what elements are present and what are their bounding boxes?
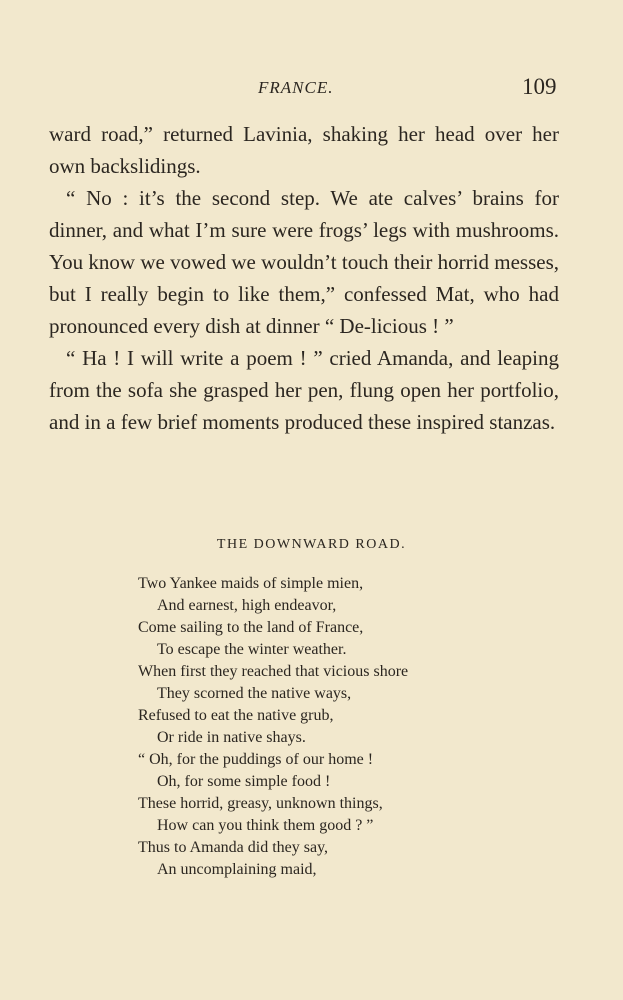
poem-line: And earnest, high endeavor,	[157, 597, 337, 614]
paragraph: “ No : it’s the second step. We ate calves’ brains for dinner, and what I’m sure were frogs’ legs with mushrooms. You know we vowed we wouldn’t touch their horrid messes, but I really begin to like them,” confessed Mat, who had pronounced every dish at dinner “ De-licious ! ”	[49, 186, 559, 338]
poem-line: Refused to eat the native grub,	[138, 707, 334, 724]
poem-line: Oh, for some simple food !	[157, 773, 331, 790]
poem-line: An uncomplaining maid,	[157, 861, 317, 878]
page-number: 109	[522, 74, 557, 99]
poem	[138, 573, 558, 881]
running-head	[0, 74, 623, 104]
paragraph: ward road,” returned Lavinia, shaking her head over her own backslidings.	[49, 122, 559, 178]
paragraph: “ Ha ! I will write a poem ! ” cried Amanda, and leaping from the sofa she grasped her pen, flung open her portfolio, and in a few brief moments produced these inspired stanzas.	[49, 346, 559, 434]
poem-line: Two Yankee maids of simple mien,	[138, 575, 364, 592]
poem-line: “ Oh, for the puddings of our home !	[138, 751, 374, 768]
poem-line: They scorned the native ways,	[157, 685, 352, 702]
poem-line: To escape the winter weather.	[157, 641, 347, 658]
running-title: FRANCE.	[258, 78, 334, 97]
poem-line: How can you think them good ? ”	[157, 817, 374, 834]
poem-line: Or ride in native shays.	[157, 729, 306, 746]
poem-line: Thus to Amanda did they say,	[138, 839, 329, 856]
poem-title: THE DOWNWARD ROAD.	[216, 537, 407, 552]
poem-line: When first they reached that vicious shore	[138, 663, 409, 680]
prose-body	[49, 118, 559, 438]
poem-line: These horrid, greasy, unknown things,	[138, 795, 383, 812]
poem-line: Come sailing to the land of France,	[138, 619, 364, 636]
